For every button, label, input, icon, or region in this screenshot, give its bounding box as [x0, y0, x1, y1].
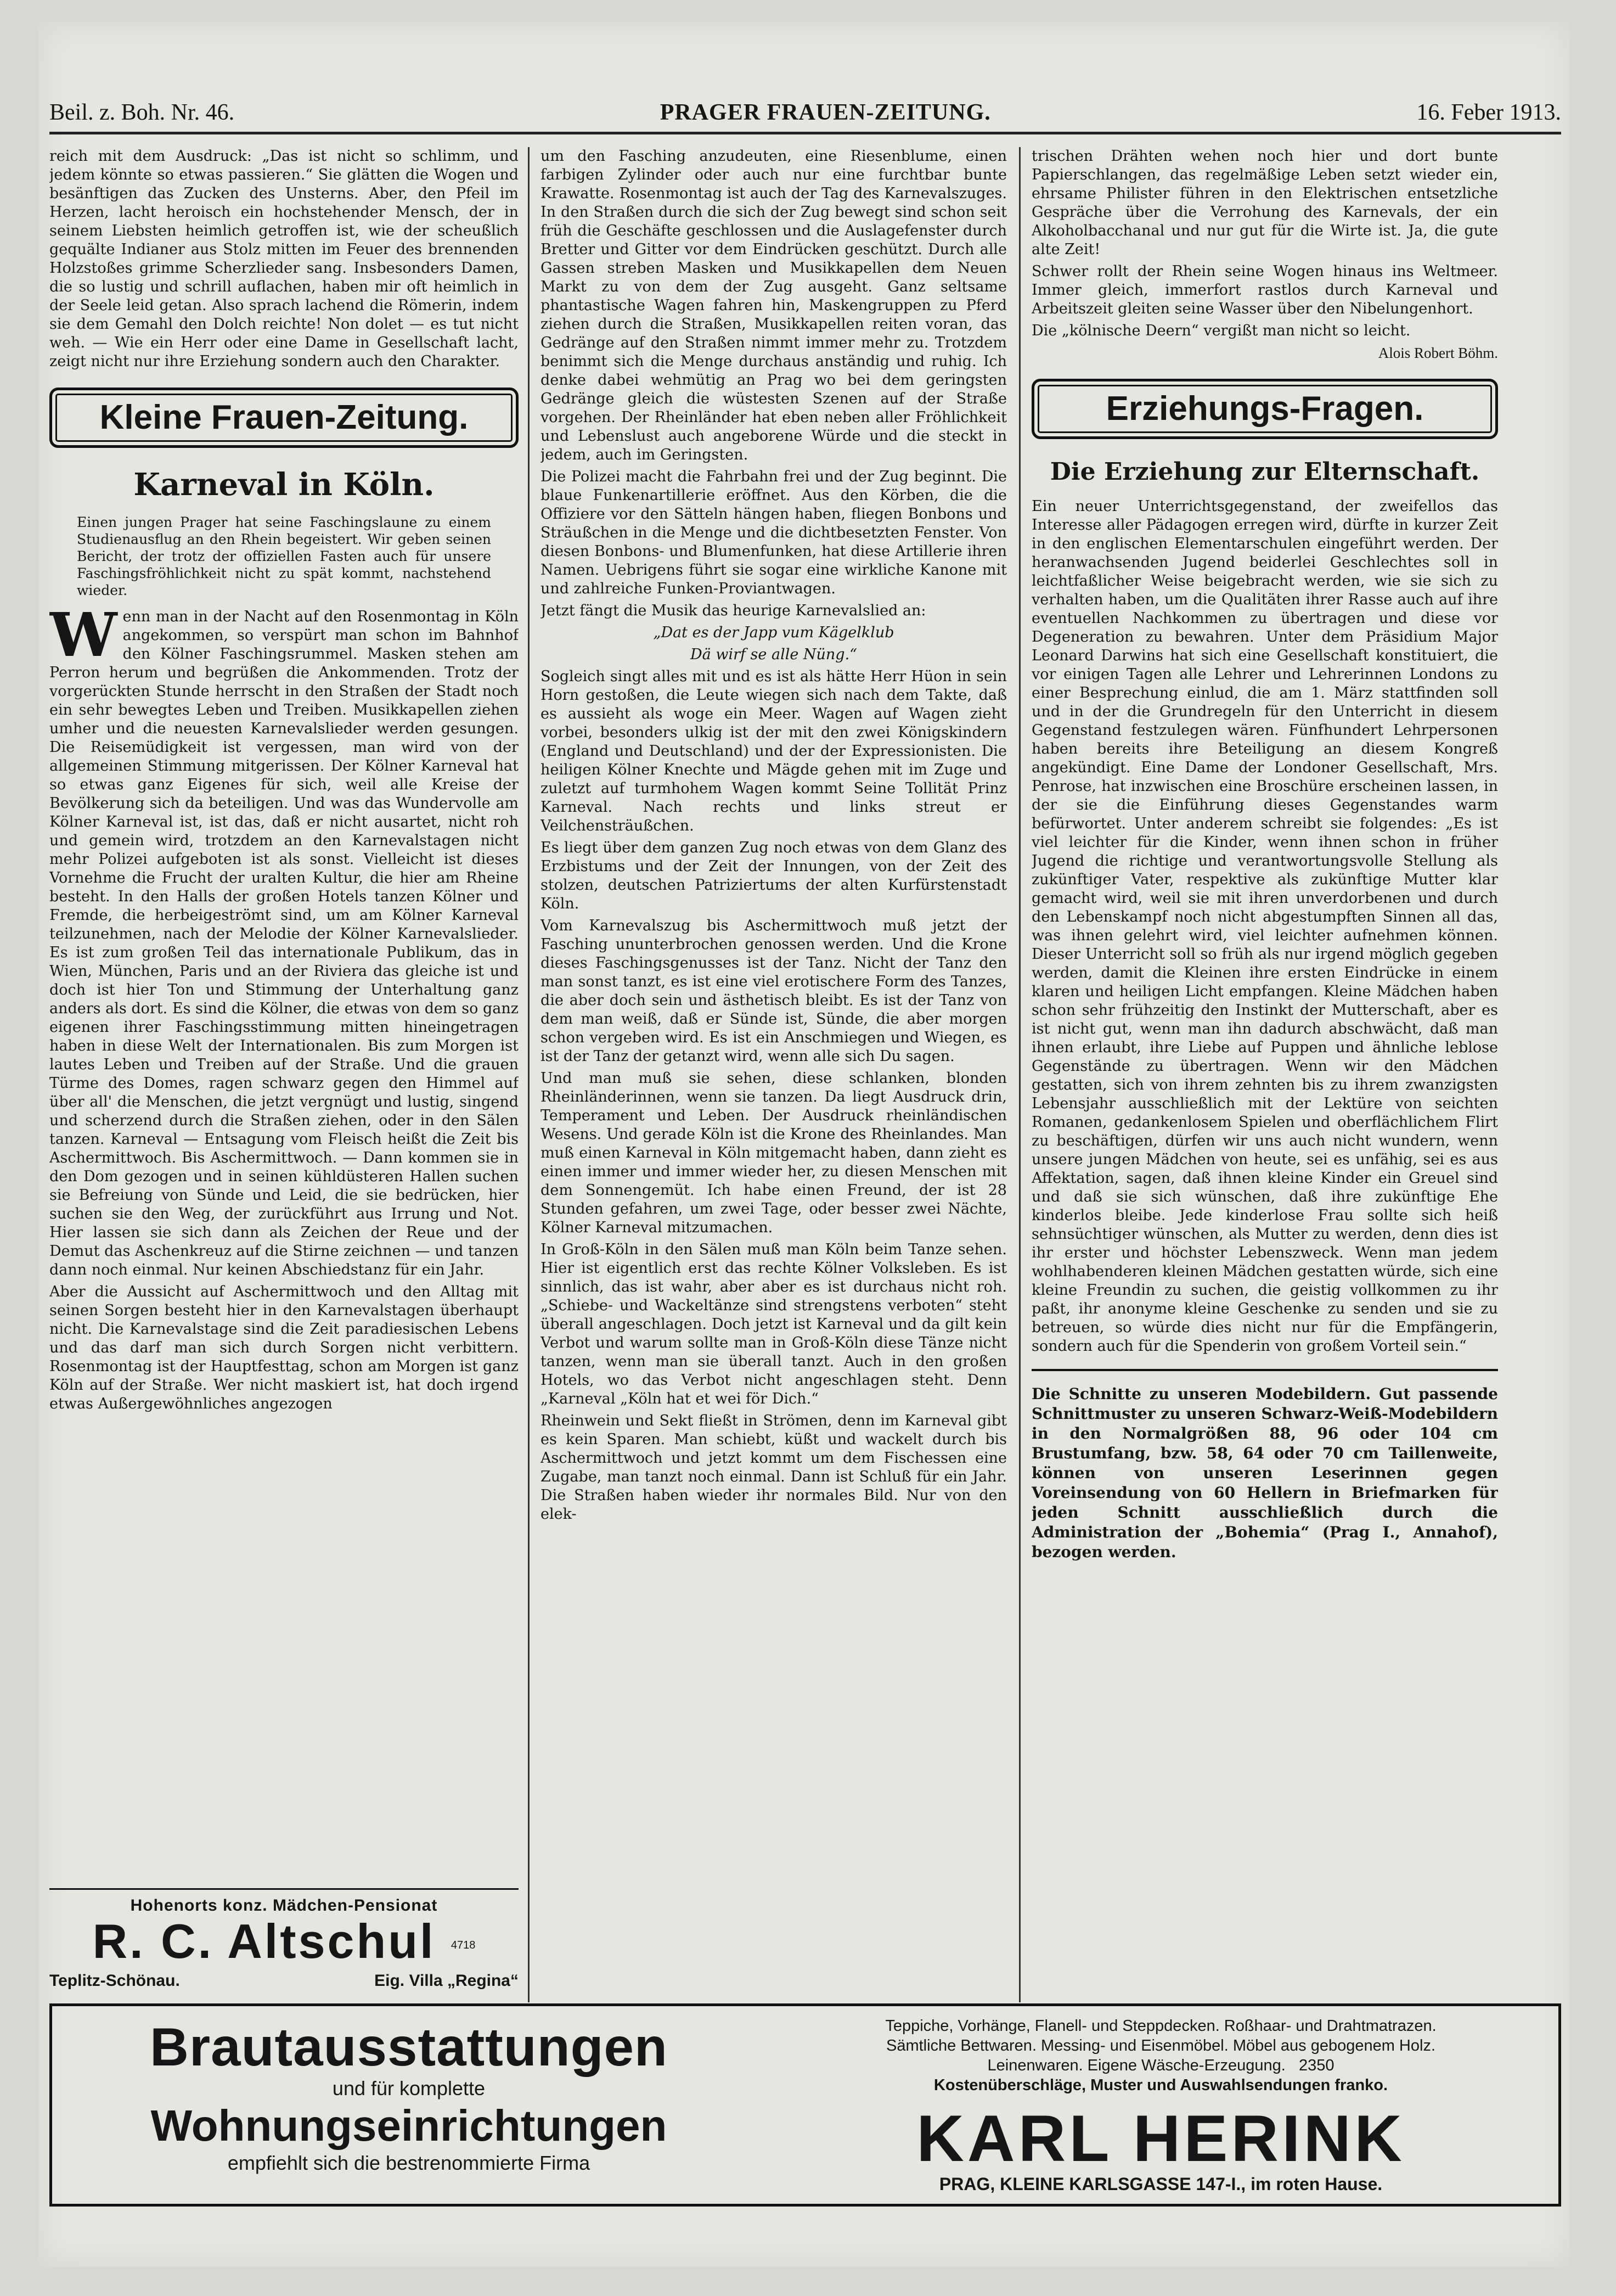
- article-paragraph: Die Polizei macht die Fahrbahn frei und der Zug beginnt. Die blaue Funkenartillerie eröffnet. Aus den Körben, die die Offiziere vor den Sätteln hängen haben, fliegen Bonbons und Sträußchen in die Menge und die dichtbesetzten Fenster. Von diesen Bonbons- und Blumenfunken, hat diese Artillerie ihren Namen. Uebrigens führt sie sogar eine wirkliche Kanone mit und zahlreiche Funken-Proviantwagen.: [540, 468, 1007, 597]
- page-header: [49, 93, 1561, 134]
- article-paragraph: enn man in der Nacht auf den Rosenmontag in Köln angekommen, so verspürt man schon im Bahnhof den Kölner Faschingsrummel. Masken stehen am Perron herum und begrüßen die Ankommenden. Trotz der vorgerückten Stunde herrscht in den Straßen der Stadt noch ein sehr bewegtes Leben und Treiben. Musikkapellen ziehen umher und die neuesten Karnevalslieder werden gesungen. Die Reisemüdigkeit ist vergessen, man wird von der allgemeinen Stimmung mitgerissen. Der Kölner Karneval hat so etwas ganz Eigenes für sich, weil alle Kreise der Bevölkerung sich da beteiligen. Und was das Wundervolle am Kölner Karneval ist, ist das, daß er nicht ausartet, nicht roh und gemein wird, trotzdem an den Karnevalstagen nicht mehr Polizei aufgeboten ist als sonst. Vielleicht ist dieses Vornehme die Frucht der uralten Kultur, die hier am Rheine besteht. In den Halls der großen Hotels tanzen Kölner und Fremde, die herbeigeströmt sind, um am Kölner Karneval teilzunehmen, nach der Melodie der Kölner Karnevalslieder. Es ist zum großen Teil das internationale Publikum, das in Wien, München, Paris und an der Riviera das gleiche ist und doch ist hier Ton und Stimmung der Unterhaltung ganz anders als dort. Es sind die Kölner, die etwas von dem so ganz eigenen ihrer Faschingsstimmung mitten hineingetragen haben in diese Welt der Internationalen. Bis zum Morgen ist lautes Leben und Treiben auf der Straße. Und die grauen Türme des Domes, ragen schwarz gegen den Himmel auf über all' die Menschen, die jetzt vergnügt und lustig, singend und scherzend durch die Straßen ziehen, oder in den Sälen tanzen. Karneval — Entsagung vom Fleisch heißt die Zeit bis Aschermittwoch. Bis Aschermittwoch. — Dann kommen sie in den Dom gezogen und in seinen kühldüsteren Hallen suchen sie Befreiung von Sünde und Leid, die sie bedrücken, hier suchen sie den Weg, der zurückführt aus Irrung und Not. Hier lassen sie sich dann als Zeichen der Reue und der Demut das Aschenkreuz auf die Stirne zeichnen — und tanzen dann noch einmal. Nur keinen Abschiedstanz für ein Jahr.: [49, 608, 519, 1278]
- section-head-erziehungs-fragen: Erziehungs-Fragen.: [1032, 379, 1498, 439]
- article-paragraph: Die „kölnische Deern“ vergißt man nicht so leicht.: [1032, 322, 1411, 339]
- article-title-karneval: Karneval in Köln.: [133, 467, 435, 503]
- article-paragraph: trischen Drähten wehen noch hier und dort bunte Papierschlangen, das regelmäßige Leben setzt wieder ein, ehrsame Philister führen in den Elektrischen entsetzliche Gespräche über die Verrohung des Karnevals, der ein Alkoholbacchanal und nur gut für die Wirte ist. Ja, die gute alte Zeit!: [1032, 148, 1498, 258]
- article-paragraph: Sogleich singt alles mit und es ist als hätte Herr Hüon in sein Horn gestoßen, die Leute wiegen sich nach dem Takte, daß es aussieht als woge ein Meer. Wagen auf Wagen zieht vorbei, besonders ulkig ist der mit den zwei Königskindern (England und Deutschland) und der der Expressionisten. Die heiligen Kölner Knechte und Mägde gehen mit im Zuge und zuletzt auf turmhohem Wagen kommt Seine Tollität Prinz Karneval. Nach rechts und links streut er Veilchensträußchen.: [540, 668, 1007, 834]
- article-title-erziehung: Die Erziehung zur Elternschaft.: [1050, 458, 1480, 486]
- ad-left-panel: [52, 2006, 765, 2204]
- ad-number: 2350: [1298, 2057, 1335, 2074]
- ad-altschul-line1: Hohenorts konz. Mädchen-Pensionat: [130, 1896, 438, 1915]
- column-rule-1: [528, 147, 530, 2002]
- header-masthead: PRAGER FRAUEN-ZEITUNG.: [660, 100, 991, 125]
- section-head-kleine-frauen-zeitung: Kleine Frauen-Zeitung.: [49, 388, 519, 448]
- article-paragraph: Vom Karnevalszug bis Aschermittwoch muß jetzt der Fasching ununterbrochen genossen werden. Und die Krone dieses Faschingsgenusses ist der Tanz. Nicht der Tanz den man sonst tanzt, es ist eine viel erotischere Form des Tanzes, die aber doch sein und ästhetisch bleibt. Es ist der Tanz von dem man weiß, daß er Sünde ist, Sünde, die aber morgen schon vergeben wird. Es ist ein Anschmiegen und Wiegen, es ist der Tanz der getanzt wird, wenn alle sich Du sagen.: [540, 917, 1007, 1065]
- divider: [1032, 1369, 1498, 1371]
- article-paragraph: In Groß-Köln in den Sälen muß man Köln beim Tanze sehen. Hier ist eigentlich erst das rechte Kölner Volksleben. Es ist sinnlich, das ist wahr, aber aber es ist durchaus nicht roh. „Schiebe- und Wackeltänze sind strengstens verboten“ steht überall angeschlagen. Doch jetzt ist Karneval und da gilt kein Verbot und warum sollte man in Groß-Köln diese Tänze nicht tanzen, wenn man sie überall tanzt. Auch in den großen Hotels, wo das Verbot nicht angeschlagen steht. Denn „Karneval „Köln hat et wei för Dich.“: [540, 1241, 1007, 1407]
- article-paragraph: Und man muß sie sehen, diese schlanken, blonden Rheinländerinnen, wenn sie tanzen. Da liegt Ausdruck drin, Temperament und Leben. Der Ausdruck rheinländischen Wesens. Und gerade Köln ist die Krone des Rheinlandes. Man muß einen Karneval in Köln mitgemacht haben, dann zieht es einen immer und immer wieder her, zu diesen Menschen mit dem Sonnengemüt. Ich habe einen Freund, der ist 28 Stunden gefahren, um zwei Tage, oder besser zwei Nächte, Kölner Karneval mitzumachen.: [540, 1070, 1007, 1236]
- article-paragraph: Rheinwein und Sekt fließt in Strömen, denn im Karneval gibt es kein Sparen. Man schiebt, küßt und wackelt durch bis Aschermittwoch und jetzt kommt um dem Fischessen eine Zugabe, man tanzt noch einmal. Dann ist Schluß für ein Jahr. Die Straßen haben wieder ihr normales Bild. Nur von den elek-: [540, 1412, 1007, 1523]
- ad-text-line-3: Leinenwaren. Eigene Wäsche-Erzeugung.: [987, 2057, 1286, 2074]
- song-verse-1: „Dat es der Japp vum Kägelklub: [653, 624, 894, 641]
- article-paragraph: Aber die Aussicht auf Aschermittwoch und den Alltag mit seinen Sorgen besteht hier in den Karnevalstagen überhaupt nicht. Die Karnevalstage sind die Zeit paradiesischen Lebens und das darf man sich durch Sorgen nicht verbittern. Rosenmontag ist der Hauptfesttag, schon am Morgen ist ganz Köln auf der Straße. Wer nicht maskiert ist, hat doch irgend etwas Außergewöhnliches angezogen: [49, 1283, 519, 1412]
- ad-text-line-4: Kostenüberschläge, Muster und Auswahlsendungen franko.: [933, 2076, 1388, 2094]
- article-paragraph: Jetzt fängt die Musik das heurige Karnevalslied an:: [540, 602, 926, 619]
- column-3: [1032, 147, 1498, 2002]
- column-2: [540, 147, 1007, 1997]
- ad-altschul-place: Teplitz-Schönau.: [49, 1971, 180, 1990]
- ad-text-line-1: Teppiche, Vorhänge, Flanell- und Steppdecken. Roßhaar- und Drahtmatrazen.: [885, 2017, 1437, 2035]
- ad-headline-brautausstattungen: Brautausstattungen: [150, 2017, 668, 2077]
- ad-altschul-number: 4718: [451, 1939, 476, 1951]
- article-lead: Einen jungen Prager hat seine Faschingslaune zu einem Studienausflug an den Rhein begeistert. Wir geben seinen Bericht, der trotz der offiziellen Fasten auch für unsere Faschingsfröhlichkeit nicht zu spät kommt, nachstehend wieder.: [77, 514, 491, 598]
- header-date: 16. Feber 1913.: [1416, 100, 1561, 125]
- ad-altschul-villa: Eig. Villa „Regina“: [374, 1971, 519, 1990]
- ad-text-line-2: Sämtliche Bettwaren. Messing- und Eisenmöbel. Möbel aus gebogenem Holz.: [886, 2037, 1436, 2054]
- article-paragraph: Ein neuer Unterrichtsgegenstand, der zweifellos das Interesse aller Pädagogen erregen wird, dürfte in kurzer Zeit in den englischen Elementarschulen eingeführt werden. Der heranwachsenden Jugend beiderlei Geschlechtes soll in leichtfaßlicher Weise beigebracht werden, wie sie sich zu verhalten haben, um die Qualitäten ihrer Rasse auch auf ihre eventuellen Nachkommen zu übertragen und diese vor Degeneration zu bewahren. Unter dem Präsidium Major Leonard Darwins hat sich eine Gesellschaft konstituiert, die vor einigen Tagen alle Lehrer und Lehrerinnen Londons zu einer Besprechung einlud, die am 1. März stattfinden soll und in der die Grundregeln für den Unterricht in diesem Gegenstand festzulegen wären. Fünfhundert Lehrpersonen haben bereits ihre Beteiligung an diesem Kongreß angekündigt. Eine Dame der Londoner Gesellschaft, Mrs. Penrose, hat inzwischen eine Broschüre erscheinen lassen, in der sie die Einführung dieses Gegenstandes warm befürwortet. Unter anderem schreibt sie folgendes: „Es ist viel leichter für die Kinder, wenn ihnen schon in früher Jugend die richtige und verantwortungsvolle Stellung als zukünftiger Vater, respektive als zukünftige Mutter klar gemacht wird, weil sie mit ihren unverdorbenen und durch den Lebenskampf noch nicht abgestumpften Sinnen all das, was ihnen gelehrt wird, viel leichter aufnehmen können. Dieser Unterricht soll so früh als nur irgend möglich gegeben werden, damit die Kleinen ihre ersten Eindrücke in einem klaren und heiligen Licht empfangen. Kleine Mädchen haben schon sehr frühzeitig den Instinkt der Mutterschaft, aber es ist nicht gut, wenn man ihn dadurch abschwächt, daß man ihnen erlaubt, ihre Liebe auf Puppen und ähnliche leblose Gegenstände zu übertragen. Wenn wir den Mädchen gestatten, sich von ihrem zehnten bis zu ihrem zwanzigsten Lebensjahr ausschließlich mit der Lektüre von seichten Romanen, gedankenlosem Spielen und oberflächlichem Flirt zu beschäftigen, dürfen wir uns auch nicht wundern, wenn unsere jungen Mädchen von heute, sei es unfähig, sei es aus Affektation, sagen, daß ihnen kleine Kinder ein Greuel sind und daß sie sich wünschen, daß ihre zukünftige Ehe kinderlos bleibe. Jede kinderlose Frau sollte sich heiß sehnsüchtiger wünschen, als Mutter zu werden, denn dies ist ihr erster und höchster Lebenszweck. Wenn man jedem wohlhabenderen kleinen Mädchen gestatten würde, sich eine kleine Freundin zu suchen, die geistig vollkommen zu ihr paßt, ihr anonyme kleine Geschenke zu senden und sie zu betreuen, so würde dies nicht nur für die Empfängerin, sondern auch für die Spenderin von großem Vorteil sein.“: [1032, 498, 1498, 1355]
- column-1: [49, 147, 519, 1909]
- ad-karl-herink: [49, 2003, 1561, 2207]
- ad-altschul-name: R. C. Altschul: [92, 1914, 436, 1968]
- article-paragraph: um den Fasching anzudeuten, eine Riesenblume, einen farbigen Zylinder oder auch nur eine furchtbar bunte Krawatte. Rosenmontag ist auch der Tag des Karnevalszuges. In den Straßen durch die sich der Zug bewegt sind schon seit früh die Geschäfte geschlossen und die Auslagefenster durch Bretter und Gitter vor dem Eindrücken geschützt. Durch alle Gassen streben Masken und Musikkapellen dem Neuen Markt zu von dem der Zug ausgeht. Ganz seltsame phantastische Wagen fahren hin, Maskengruppen zu Pferd ziehen durch die Straßen, Musikkapellen reiten voran, das Gedränge auf den Straßen nimmt immer mehr zu. Trotzdem benimmt sich die Menge durchaus anständig und ruhig. Ich denke dabei wehmütig an Prag wo bei dem geringsten Gedränge gleich die wüstesten Szenen auf der Straße vorgehen. Der Rheinländer hat eben neben aller Fröhlichkeit und Lebenslust auch angeborene Würde und die steckt in jedem, auch im Geringsten.: [540, 148, 1007, 463]
- ad-subline-1: und für komplette: [332, 2077, 486, 2099]
- drop-cap: W: [49, 599, 117, 670]
- column-rule-2: [1019, 147, 1021, 2002]
- article-signature: Alois Robert Böhm.: [1378, 345, 1498, 361]
- article-paragraph: Es liegt über dem ganzen Zug noch etwas von dem Glanz des Erzbistums und der Zeit der Innungen, von der Zeit des stolzen, deutschen Patriziertums der alten Kurfürstenstadt Köln.: [540, 839, 1007, 912]
- ad-address: PRAG, KLEINE KARLSGASSE 147-I., im roten Hause.: [939, 2174, 1383, 2194]
- ad-right-panel: [765, 2006, 1558, 2204]
- ad-altschul: [49, 1888, 519, 1989]
- ad-firm-name: KARL HERINK: [916, 2102, 1405, 2175]
- header-issue: Beil. z. Boh. Nr. 46.: [49, 100, 235, 125]
- pattern-notice: Die Schnitte zu unseren Modebildern. Gut passende Schnittmuster zu unseren Schwarz-Weiß-Modebildern in den Normalgrößen 88, 96 oder 104 cm Brustumfang, bzw. 58, 64 oder 70 cm Taillenweite, können von unseren Leserinnen gegen Voreinsendung von 60 Hellern in Briefmarken für jeden Schnitt ausschließlich durch die Administration der „Bohemia“ (Prag I., Annahof), bezogen werden.: [1032, 1385, 1498, 1561]
- song-verse-2: Dä wirf se alle Nüng.“: [690, 646, 857, 663]
- intro-paragraph: reich mit dem Ausdruck: „Das ist nicht so schlimm, und jedem könnte so etwas passieren.“ Sie glätten die Wogen und besänftigen das Zucken des Unsterns. Aber, den Pfeil im Herzen, lacht heroisch ein hochstehender Mensch, der in seinem Liebsten heimlich getroffen ist, wie der scheußlich gequälte Indianer aus Stolz mitten im Feuer des brennenden Holzstoßes grimme Scherzlieder sang. Insbesonders Damen, die so lustig und schrill auflachen, haben mir oft heimlich in der Seele leid getan. Also sprach lachend die Römerin, indem sie dem Gemahl den Dolch reichte! Non dolet — es tut nicht weh. — Wie ein Herr oder eine Dame in Gesellschaft lacht, zeigt nicht nur ihre Erziehung sondern auch den Charakter.: [49, 148, 519, 370]
- ad-subline-2: empfiehlt sich die bestrenommierte Firma: [227, 2152, 590, 2174]
- article-paragraph: Schwer rollt der Rhein seine Wogen hinaus ins Weltmeer. Immer gleich, immerfort rastlos durch Karneval und Arbeitszeit gleiten seine Wasser über den Nibelungenhort.: [1032, 263, 1498, 317]
- ad-headline-wohnungseinrichtungen: Wohnungseinrichtungen: [150, 2101, 667, 2150]
